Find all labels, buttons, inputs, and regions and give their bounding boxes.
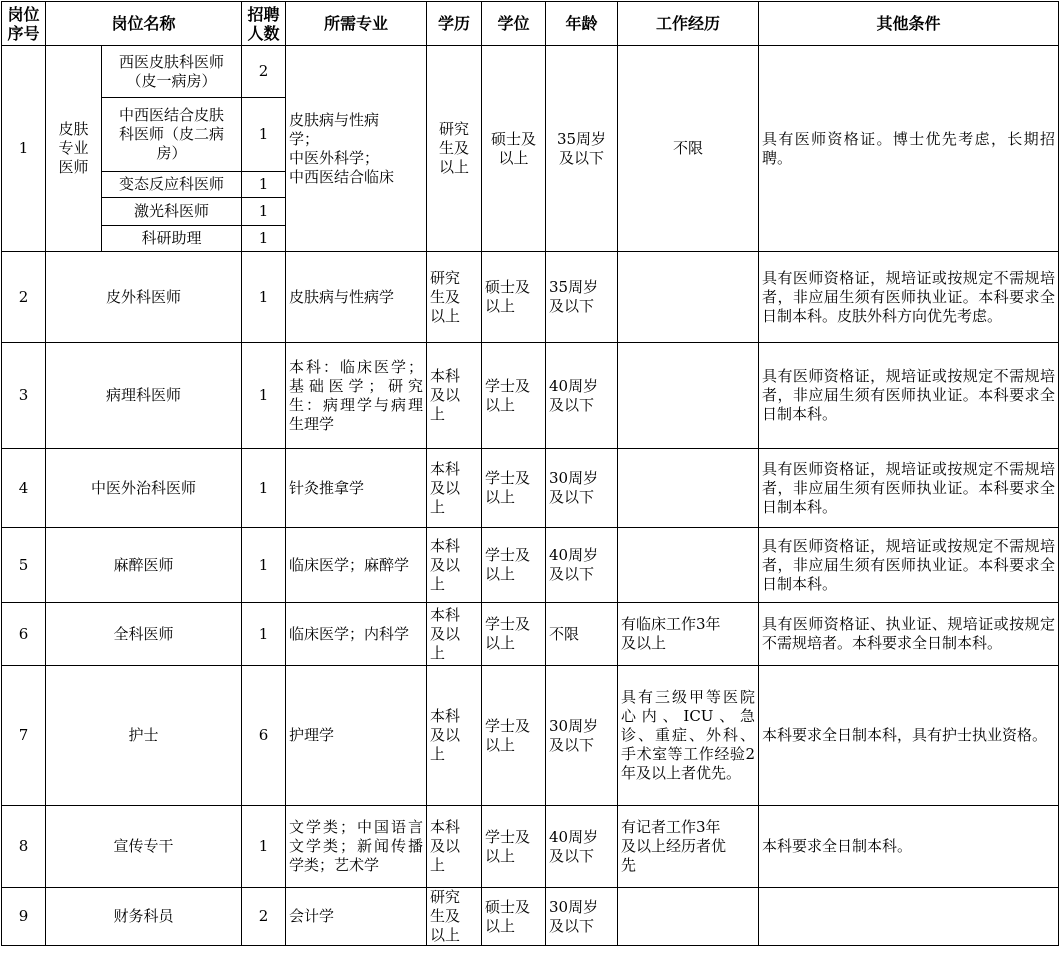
age-text: 40周岁 及以下	[549, 827, 599, 865]
cell-experience	[618, 343, 759, 449]
cell-count: 1	[242, 198, 286, 226]
cell-major: 临床医学；麻醉学	[286, 528, 427, 603]
header-degree-label: 学位	[497, 14, 530, 33]
education-text: 本科 及以 上	[430, 459, 461, 516]
cell-education	[427, 449, 482, 528]
cell-position: 财务科员	[46, 888, 242, 946]
cell-position: 病理科医师	[46, 343, 242, 449]
cell-education	[427, 343, 482, 449]
cell-degree	[482, 46, 546, 252]
cell-other: 具有医师资格证。博士优先考虑，长期招聘。	[759, 46, 1059, 252]
cell-count: 1	[242, 343, 286, 449]
cell-count: 1	[242, 528, 286, 603]
header-id-label: 岗位 序号	[7, 4, 40, 43]
age-text: 30周岁 及以下	[549, 716, 599, 754]
cell-other	[759, 888, 1059, 946]
cell-id: 1	[2, 46, 46, 252]
subposition-text: 中西医结合皮肤 科医师（皮二病 房）	[119, 106, 225, 162]
education-text: 本科 及以 上	[430, 367, 461, 423]
cell-age	[546, 449, 618, 528]
degree-text: 硕士及 以上	[491, 129, 537, 167]
cell-count: 1	[242, 226, 286, 252]
cell-education	[427, 603, 482, 666]
cell-count: 2	[242, 888, 286, 946]
header-other-label: 其他条件	[876, 14, 941, 33]
cell-major: 针灸推拿学	[286, 449, 427, 528]
header-education	[427, 2, 482, 46]
cell-degree	[482, 666, 546, 806]
age-text: 35周岁 及以下	[556, 129, 607, 167]
cell-age	[546, 666, 618, 806]
cell-subposition: 激光科医师	[102, 198, 242, 226]
cell-count: 1	[242, 449, 286, 528]
table-row	[2, 449, 1059, 528]
cell-education	[427, 666, 482, 806]
cell-experience	[618, 528, 759, 603]
cell-experience	[618, 252, 759, 343]
degree-text: 学士及 以上	[485, 376, 531, 414]
header-count	[242, 2, 286, 46]
header-experience-label: 工作经历	[656, 14, 721, 33]
cell-id: 9	[2, 888, 46, 946]
cell-count: 2	[242, 46, 286, 98]
major-text: 皮肤病与性病 学； 中医外科学； 中西医结合临床	[289, 110, 395, 186]
header-degree	[482, 2, 546, 46]
cell-position: 护士	[46, 666, 242, 806]
age-text: 40周岁 及以下	[549, 546, 599, 583]
age-text: 30周岁 及以下	[549, 897, 599, 935]
degree-text: 学士及 以上	[485, 546, 531, 583]
table-row	[2, 343, 1059, 449]
cell-id: 5	[2, 528, 46, 603]
cell-id: 7	[2, 666, 46, 806]
cell-other: 本科要求全日制本科。	[759, 806, 1059, 888]
age-text: 40周岁 及以下	[549, 376, 599, 414]
table-row	[2, 528, 1059, 603]
cell-id: 4	[2, 449, 46, 528]
cell-position: 全科医师	[46, 603, 242, 666]
table-row	[2, 252, 1059, 343]
table-row	[2, 46, 1059, 98]
cell-id: 2	[2, 252, 46, 343]
cell-major: 护理学	[286, 666, 427, 806]
header-age	[546, 2, 618, 46]
education-text: 研究 生及 以上	[430, 888, 461, 944]
cell-position: 皮外科医师	[46, 252, 242, 343]
cell-count: 1	[242, 806, 286, 888]
degree-text: 学士及 以上	[485, 615, 531, 652]
cell-age	[546, 343, 618, 449]
cell-age	[546, 806, 618, 888]
cell-other: 具有医师资格证，规培证或按规定不需规培者，非应届生须有医师执业证。本科要求全日制本科。皮肤外科方向优先考虑。	[759, 252, 1059, 343]
degree-text: 学士及 以上	[485, 827, 531, 865]
education-text: 本科 及以 上	[430, 536, 461, 593]
cell-education	[427, 46, 482, 252]
table-row	[2, 806, 1059, 888]
cell-category	[46, 46, 102, 252]
cell-major: 会计学	[286, 888, 427, 946]
cell-id: 6	[2, 603, 46, 666]
cell-major: 本科：临床医学；基础医学；研究生：病理学与病理生理学	[286, 343, 427, 449]
cell-degree	[482, 888, 546, 946]
cell-experience	[618, 888, 759, 946]
cell-education	[427, 252, 482, 343]
cell-position: 中医外治科医师	[46, 449, 242, 528]
header-education-label: 学历	[438, 14, 471, 33]
cell-major: 临床医学；内科学	[286, 603, 427, 666]
cell-subposition: 科研助理	[102, 226, 242, 252]
degree-text: 硕士及 以上	[485, 897, 531, 935]
cell-other: 具有医师资格证，规培证或按规定不需规培者，非应届生须有医师执业证。本科要求全日制本科。	[759, 528, 1059, 603]
header-major	[286, 2, 427, 46]
cell-subposition	[102, 98, 242, 172]
cell-count: 1	[242, 98, 286, 172]
cell-experience: 具有三级甲等医院心内、ICU、急诊、重症、外科、手术室等工作经验2年及以上者优先。	[618, 666, 759, 806]
cell-education	[427, 528, 482, 603]
header-position	[46, 2, 242, 46]
header-age-label: 年龄	[565, 14, 598, 33]
cell-other: 本科要求全日制本科，具有护士执业资格。	[759, 666, 1059, 806]
cell-age	[546, 888, 618, 946]
cell-experience	[618, 806, 759, 888]
table-row	[2, 888, 1059, 946]
cell-degree	[482, 603, 546, 666]
education-text: 本科 及以 上	[430, 707, 461, 763]
cell-other: 具有医师资格证、执业证、规培证或按规定不需规培者。本科要求全日制本科。	[759, 603, 1059, 666]
cell-age	[546, 252, 618, 343]
degree-text: 学士及 以上	[485, 469, 531, 506]
cell-experience	[618, 603, 759, 666]
cell-major	[286, 46, 427, 252]
header-major-label: 所需专业	[324, 14, 389, 33]
cell-major: 皮肤病与性病学	[286, 252, 427, 343]
cell-position: 麻醉医师	[46, 528, 242, 603]
subposition-text: 西医皮肤科医师 （皮一病房）	[119, 52, 225, 90]
cell-age	[546, 46, 618, 252]
education-text: 研究 生及 以上	[439, 120, 470, 176]
cell-other: 具有医师资格证，规培证或按规定不需规培者，非应届生须有医师执业证。本科要求全日制本科。	[759, 343, 1059, 449]
education-text: 本科 及以 上	[430, 818, 461, 874]
education-text: 研究 生及 以上	[430, 268, 461, 325]
cell-position: 宣传专干	[46, 806, 242, 888]
cell-count: 1	[242, 252, 286, 343]
cell-id: 8	[2, 806, 46, 888]
cell-subposition	[102, 46, 242, 98]
cell-degree	[482, 449, 546, 528]
cell-subposition: 变态反应科医师	[102, 172, 242, 198]
experience-text: 有临床工作3年 及以上	[621, 615, 721, 652]
degree-text: 硕士及 以上	[485, 278, 531, 315]
header-count-label: 招聘 人数	[247, 4, 280, 43]
cell-age	[546, 603, 618, 666]
cell-experience	[618, 449, 759, 528]
table-row	[2, 603, 1059, 666]
age-text: 30周岁 及以下	[549, 469, 599, 506]
cell-degree	[482, 806, 546, 888]
cell-degree	[482, 343, 546, 449]
cell-count: 1	[242, 172, 286, 198]
header-row	[2, 2, 1059, 46]
cell-degree	[482, 252, 546, 343]
header-experience	[618, 2, 759, 46]
cell-id: 3	[2, 343, 46, 449]
age-text: 不限	[549, 624, 580, 643]
cell-education	[427, 806, 482, 888]
category-text: 皮肤 专业 医师	[58, 120, 89, 176]
header-position-label: 岗位名称	[111, 14, 176, 33]
cell-count: 6	[242, 666, 286, 806]
table-row	[2, 666, 1059, 806]
cell-other: 具有医师资格证，规培证或按规定不需规培者，非应届生须有医师执业证。本科要求全日制本科。	[759, 449, 1059, 528]
cell-count: 1	[242, 603, 286, 666]
header-id	[2, 2, 46, 46]
experience-text: 有记者工作3年 及以上经历者优 先	[621, 818, 727, 874]
header-other	[759, 2, 1059, 46]
age-text: 35周岁 及以下	[549, 278, 599, 315]
cell-education	[427, 888, 482, 946]
cell-major: 文学类；中国语言文学类；新闻传播学类；艺术学	[286, 806, 427, 888]
recruitment-table	[1, 1, 1059, 946]
degree-text: 学士及 以上	[485, 716, 531, 754]
education-text: 本科 及以 上	[430, 605, 461, 662]
cell-age	[546, 528, 618, 603]
cell-experience: 不限	[618, 46, 759, 252]
cell-degree	[482, 528, 546, 603]
